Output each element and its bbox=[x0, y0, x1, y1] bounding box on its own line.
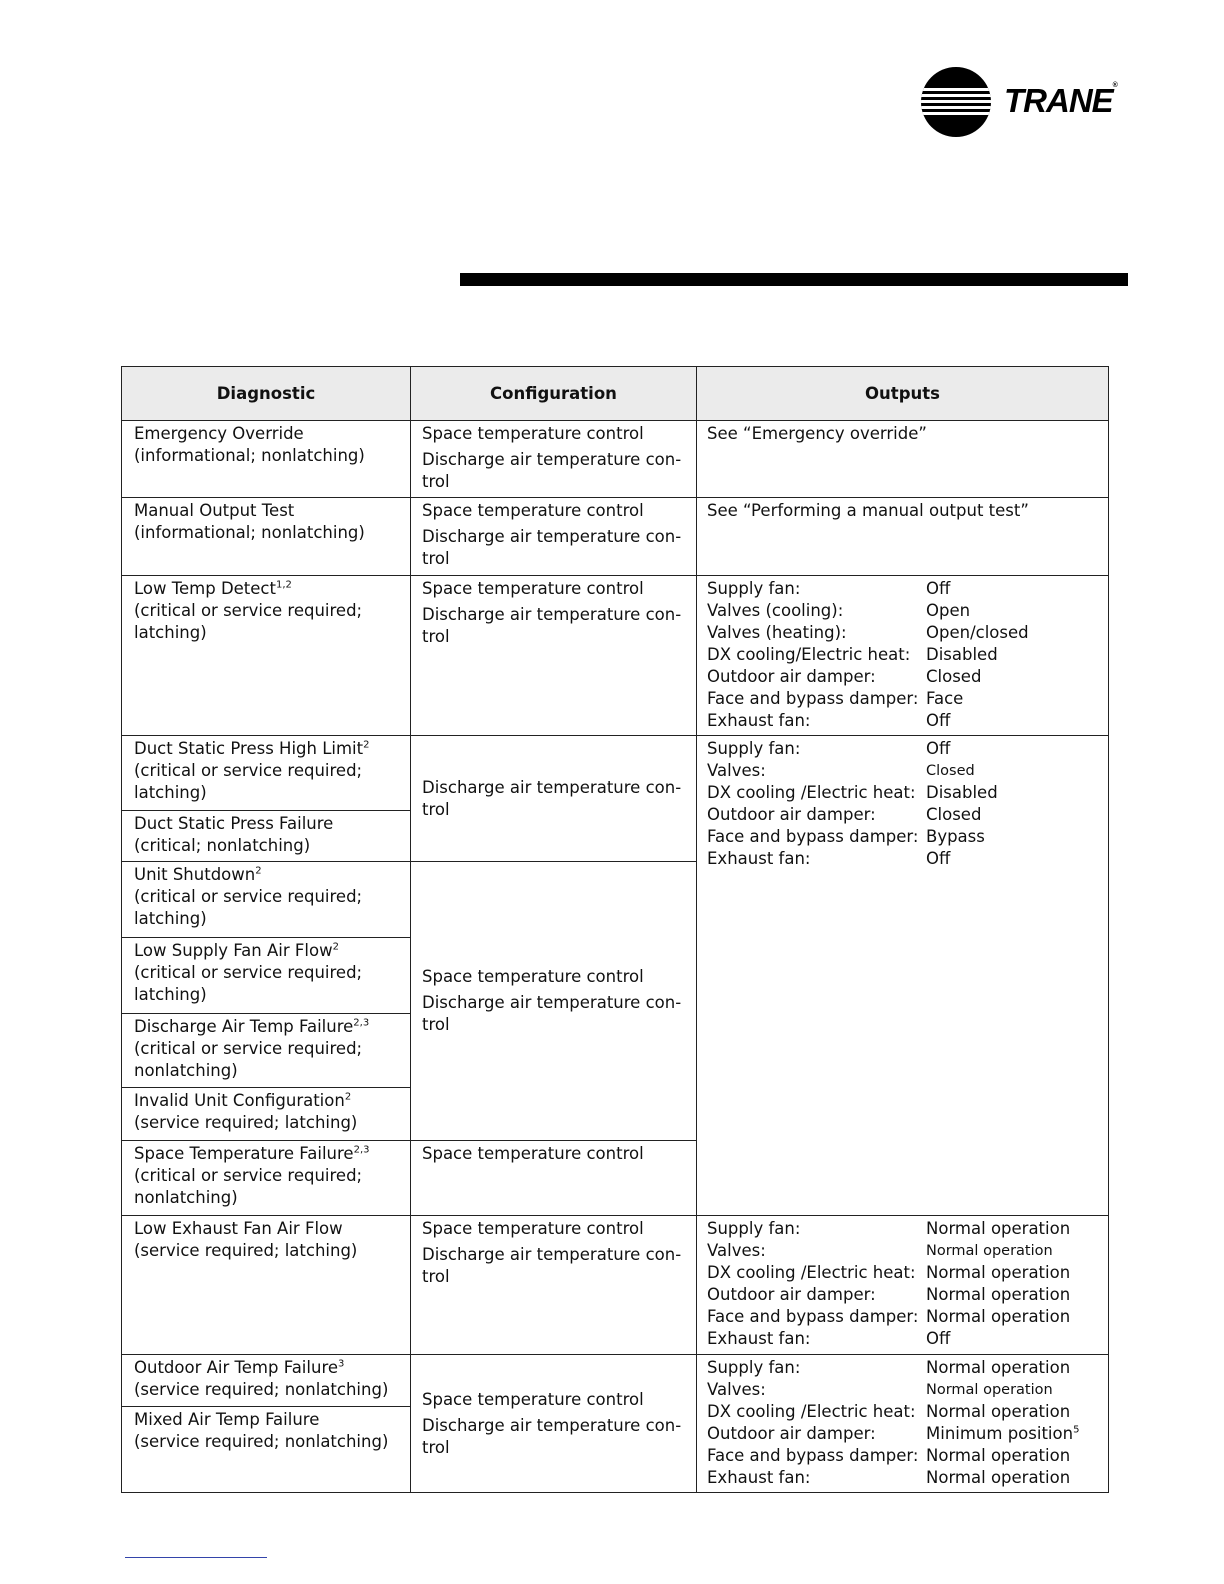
output-row: Exhaust fan: Normal operation bbox=[707, 1468, 1071, 1487]
diag-manual-output-test: Manual Output Test (informational; nonlatching) bbox=[122, 498, 410, 576]
diag-emergency-override: Emergency Override (informational; nonlatching) bbox=[122, 421, 410, 498]
header-configuration: Configuration bbox=[410, 367, 696, 421]
config-duct-static: Discharge air temperature con- trol bbox=[410, 736, 696, 862]
outputs-air-temp-failures bbox=[696, 1355, 1108, 1492]
diag-duct-static-failure: Duct Static Press Failure (critical; nonlatching) bbox=[122, 811, 410, 862]
output-row: Exhaust fan: Off bbox=[707, 1329, 951, 1348]
output-row: Face and bypass damper: Normal operation bbox=[707, 1446, 1071, 1465]
output-row: Supply fan: Off bbox=[707, 579, 951, 598]
output-row: Exhaust fan: Off bbox=[707, 711, 951, 730]
config-low-temp-detect: Space temperature control Discharge air temperature con- trol bbox=[410, 576, 696, 736]
output-row: Outdoor air damper: Minimum position$^5$ bbox=[707, 1424, 1080, 1443]
diagnostics-table bbox=[121, 366, 1109, 1493]
diag-low-supply-fan-air-flow: Low Supply Fan Air Flow$^2$ (critical or service required; latching) bbox=[122, 938, 410, 1014]
diag-unit-shutdown: Unit Shutdown$^2$ (critical or service required; latching) bbox=[122, 862, 410, 938]
diag-invalid-unit-configuration: Invalid Unit Configuration$^2$ (service required; latching) bbox=[122, 1088, 410, 1141]
outputs-emergency-override: See “Emergency override” bbox=[696, 421, 1108, 498]
config-manual-output-test: Space temperature control Discharge air temperature con- trol bbox=[410, 498, 696, 576]
output-row: Supply fan: Normal operation bbox=[707, 1219, 1071, 1238]
diag-mixed-air-temp-failure: Mixed Air Temp Failure (service required; nonlatching) bbox=[134, 1410, 389, 1451]
config-shutdown-group: Space temperature control Discharge air temperature con- trol bbox=[410, 862, 696, 1141]
outputs-low-temp-detect bbox=[696, 576, 1108, 736]
header-rule bbox=[460, 273, 1128, 286]
output-row: Valves: Normal operation bbox=[707, 1241, 1053, 1260]
diag-low-exhaust-fan-air-flow: Low Exhaust Fan Air Flow (service required; latching) bbox=[122, 1216, 410, 1355]
header-diagnostic: Diagnostic bbox=[122, 367, 410, 421]
diag-space-temperature-failure: Space Temperature Failure$^{2,3}$ (critical or service required; nonlatching) bbox=[122, 1141, 410, 1216]
output-row: DX cooling /Electric heat: Normal operation bbox=[707, 1263, 1071, 1282]
trane-logo-icon bbox=[920, 66, 992, 138]
output-row: Supply fan: Normal operation bbox=[707, 1358, 1071, 1377]
config-emergency-override: Space temperature control Discharge air temperature con- trol bbox=[410, 421, 696, 498]
config-low-exhaust-fan-air-flow: Space temperature control Discharge air temperature con- trol bbox=[410, 1216, 696, 1355]
outputs-manual-output-test: See “Performing a manual output test” bbox=[696, 498, 1108, 576]
output-row: Face and bypass damper: Face bbox=[707, 689, 964, 708]
diag-outdoor-air-temp-failure: Outdoor Air Temp Failure$^3$ (service required; nonlatching) bbox=[122, 1355, 410, 1407]
output-row: Valves: Normal operation bbox=[707, 1380, 1053, 1399]
header-outputs: Outputs bbox=[696, 367, 1108, 421]
config-air-temp-failures: Space temperature control Discharge air temperature con- trol bbox=[410, 1355, 696, 1492]
output-row: Exhaust fan: Off bbox=[707, 849, 951, 868]
output-row: Outdoor air damper: Normal operation bbox=[707, 1285, 1071, 1304]
diag-low-temp-detect: Low Temp Detect$^{1,2}$ (critical or service required; latching) bbox=[122, 576, 410, 736]
config-space-temperature-failure: Space temperature control bbox=[410, 1141, 696, 1216]
output-row: Face and bypass damper: Bypass bbox=[707, 827, 985, 846]
output-row: Outdoor air damper: Closed bbox=[707, 667, 982, 686]
outputs-shutdown-group bbox=[696, 736, 1108, 1216]
diag-discharge-air-temp-failure: Discharge Air Temp Failure$^{2,3}$ (critical or service required; nonlatching) bbox=[122, 1014, 410, 1088]
output-row: Outdoor air damper: Closed bbox=[707, 805, 982, 824]
output-row: Supply fan: Off bbox=[707, 739, 951, 758]
trane-logo-wordmark: TRANE® bbox=[1004, 82, 1117, 119]
output-row: Valves: Closed bbox=[707, 761, 975, 780]
output-row: DX cooling /Electric heat: Disabled bbox=[707, 783, 998, 802]
output-row: Valves (heating): Open/closed bbox=[707, 623, 1029, 642]
output-row: Face and bypass damper: Normal operation bbox=[707, 1307, 1071, 1326]
output-row: DX cooling /Electric heat: Normal operation bbox=[707, 1402, 1071, 1421]
outputs-low-exhaust-fan-air-flow bbox=[696, 1216, 1108, 1355]
output-row: DX cooling/Electric heat: Disabled bbox=[707, 645, 998, 664]
footnote-rule bbox=[125, 1557, 267, 1558]
output-row: Valves (cooling): Open bbox=[707, 601, 971, 620]
diag-duct-static-high-limit: Duct Static Press High Limit$^2$ (critical or service required; latching) bbox=[122, 736, 410, 811]
